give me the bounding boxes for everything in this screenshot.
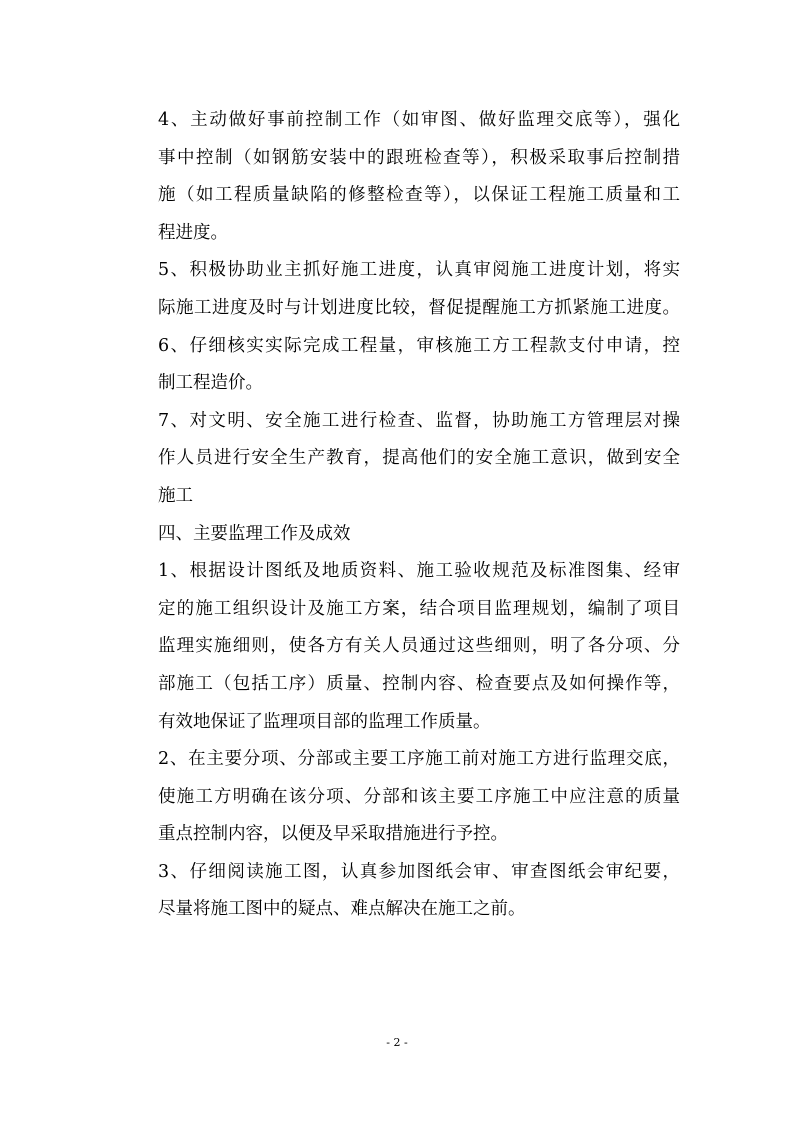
paragraph-item-1 [158, 553, 680, 741]
text-line: 使施工方明确在该分项、分部和该主要工序施工中应注意的质量 [158, 786, 680, 807]
paragraph-item-6 [158, 328, 680, 403]
text-line: 监理实施细则，使各方有关人员通过这些细则，明了各分项、分 [158, 636, 680, 657]
section-heading [158, 516, 680, 554]
text-line: 定的施工组织设计及施工方案，结合项目监理规划，编制了项目 [158, 598, 680, 619]
text-line: 制工程造价。 [158, 373, 263, 394]
text-line: 尽量将施工图中的疑点、难点解决在施工之前。 [158, 899, 526, 920]
text-line: 施（如工程质量缺陷的修整检查等），以保证工程施工质量和工 [158, 185, 680, 206]
text-line: 际施工进度及时与计划进度比较，督促提醒施工方抓紧施工进度。 [158, 297, 680, 318]
text-line: 程进度。 [158, 222, 228, 243]
text-line: 重点控制内容，以便及早采取措施进行予控。 [158, 824, 508, 845]
text-line: 7、对文明、安全施工进行检查、监督，协助施工方管理层对操 [158, 410, 680, 431]
text-line: 5、积极协助业主抓好施工进度，认真审阅施工进度计划，将实 [158, 260, 680, 281]
paragraph-item-7 [158, 403, 680, 516]
text-line: 6、仔细核实实际完成工程量，审核施工方工程款支付申请，控 [158, 335, 680, 356]
text-line: 事中控制（如钢筋安装中的跟班检查等），积极采取事后控制措 [158, 147, 680, 168]
document-body [158, 102, 680, 929]
text-line: 2、在主要分项、分部或主要工序施工前对施工方进行监理交底， [158, 749, 680, 770]
text-line: 施工 [158, 485, 193, 506]
text-line: 4、主动做好事前控制工作（如审图、做好监理交底等），强化 [158, 110, 680, 130]
paragraph-item-2 [158, 741, 680, 854]
text-line: 1、根据设计图纸及地质资料、施工验收规范及标准图集、经审 [158, 561, 680, 582]
text-line: 有效地保证了监理项目部的监理工作质量。 [158, 711, 491, 732]
text-line: 四、主要监理工作及成效 [158, 523, 351, 544]
paragraph-item-3 [158, 854, 680, 929]
text-line: 作人员进行安全生产教育，提高他们的安全施工意识，做到安全 [158, 448, 680, 469]
page-number: - 2 - [386, 1036, 408, 1049]
paragraph-item-4 [158, 102, 680, 252]
text-line: 部施工（包括工序）质量、控制内容、检查要点及如何操作等， [158, 673, 680, 694]
text-line: 3、仔细阅读施工图，认真参加图纸会审、审查图纸会审纪要， [158, 861, 680, 882]
paragraph-item-5 [158, 252, 680, 327]
